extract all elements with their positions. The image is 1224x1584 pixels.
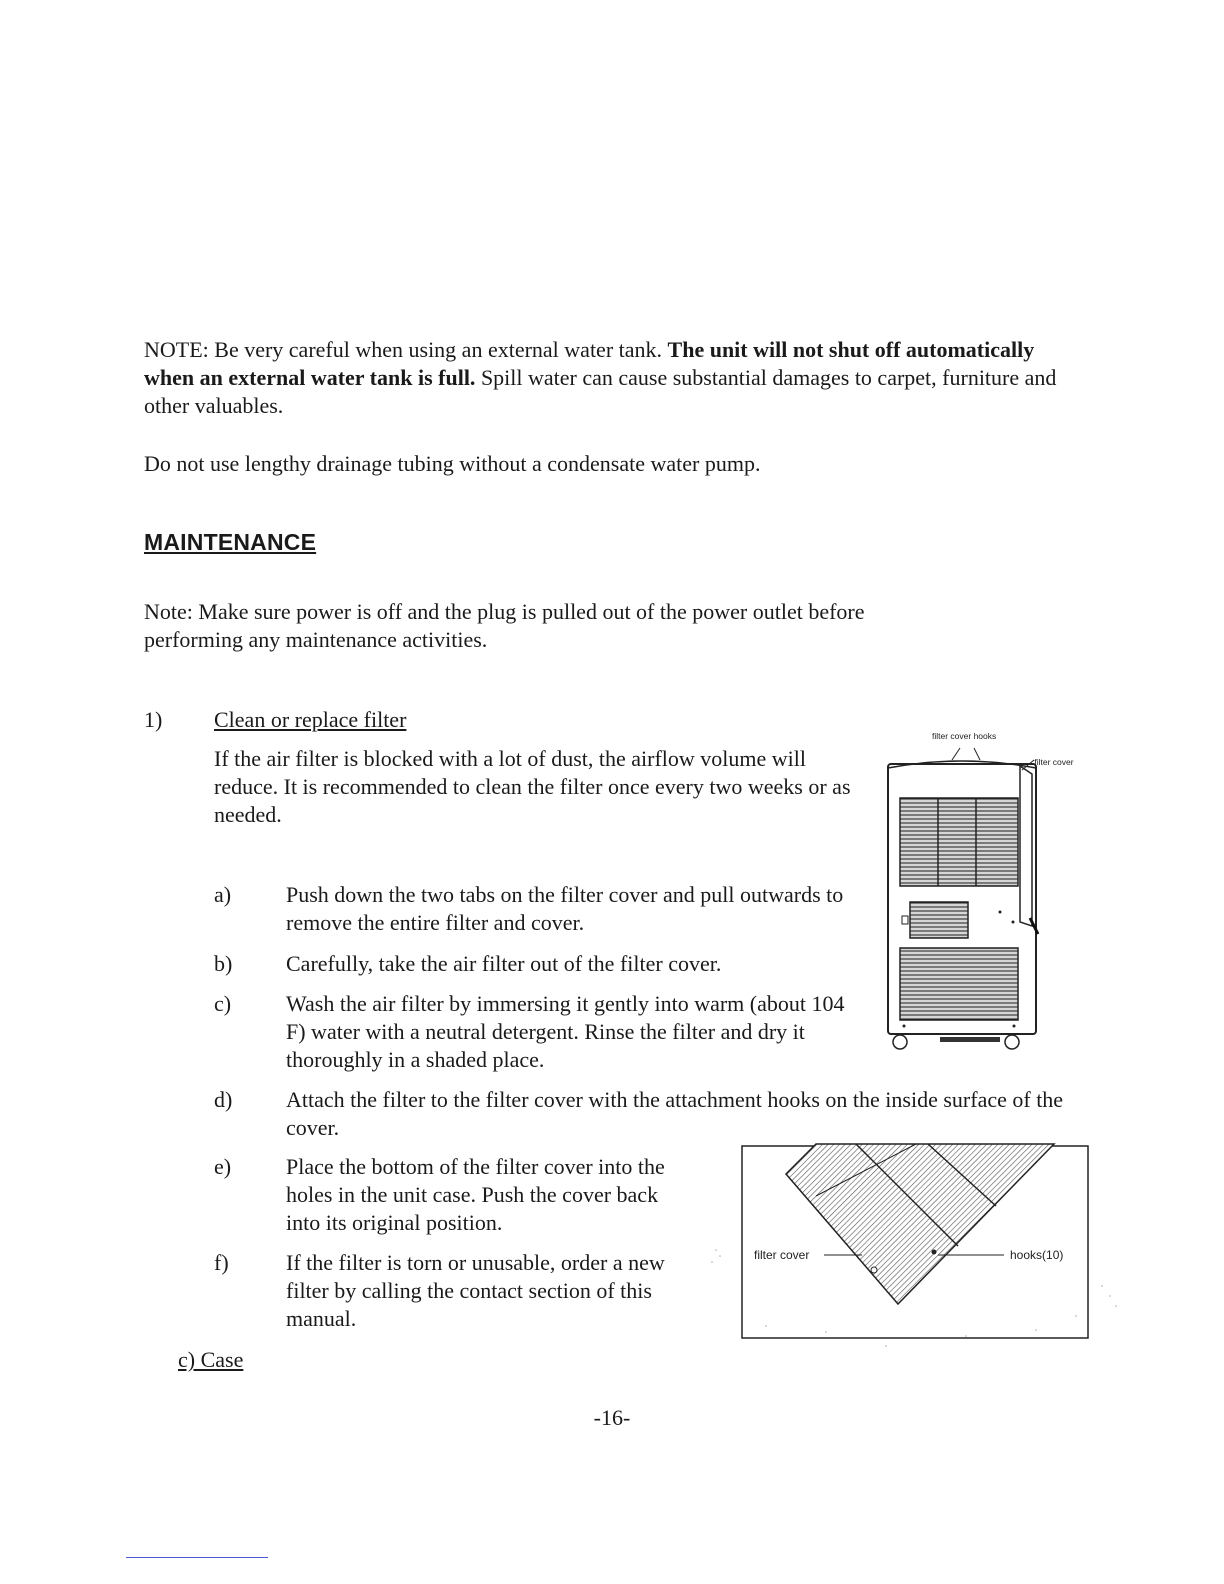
filter-cover-label: .filter cover [1032,757,1074,767]
step-marker: c) [214,991,232,1016]
note-power-off: Note: Make sure power is off and the plug is pulled out of the power outlet before performing any maintenance activities. [144,599,865,652]
item-number: 1) [144,707,163,732]
filter-cover-hooks-label: filter cover hooks [932,731,997,741]
tab-mark [871,1267,877,1273]
note-warning-bold: The unit will not shut off automatically when an external water tank is full. [144,337,1035,390]
step-marker: e) [214,1154,232,1179]
step-text: If the filter is torn or unusable, order a new filter by calling the contact section of this manual. [286,1250,665,1331]
page-number: -16- [593,1405,631,1430]
step-text: Attach the filter to the filter cover with the attachment hooks on the inside surface of the cover. [286,1087,1064,1140]
step-marker: a) [214,882,232,907]
filter-cover-figure [706,1136,1126,1380]
note-prefix: NOTE: Be very careful when using an external water tank. [144,337,668,362]
note-drainage-tubing: Do not use lengthy drainage tubing without a condensate water pump. [144,451,761,476]
lower-grille [900,948,1018,1020]
step-marker: d) [214,1087,233,1112]
step-text: Place the bottom of the filter cover into the holes in the unit case. Push the cover back into its original position. [286,1154,665,1235]
step-marker: b) [214,951,233,976]
case-subheading: c) Case [178,1347,244,1372]
step-text: Wash the air filter by immersing it gently into warm (about 104 F) water with a neutral detergent. Rinse the filter and dry it thoroughly in a shaded place. [286,991,845,1072]
section-heading: MAINTENANCE [144,529,317,555]
note-suffix: Spill water can cause substantial damages to carpet, furniture and other valuables. [144,365,1057,418]
step-text: Carefully, take the air filter out of the filter cover. [286,951,722,976]
item-intro: If the air filter is blocked with a lot of dust, the airflow volume will reduce. It is recommended to clean the filter once every two weeks or as needed. [214,746,851,827]
upper-grille [900,798,1018,886]
filter-cover-callout: filter cover [754,1248,810,1262]
item-title: Clean or replace filter [214,707,407,732]
hooks-callout: hooks(10) [1010,1248,1064,1262]
note-external-tank [144,336,1074,420]
unit-back-figure [880,726,1110,1061]
step-text: Push down the two tabs on the filter cover and pull outwards to remove the entire filter and cover. [286,882,844,935]
step-marker: f) [214,1250,229,1275]
footer-rule [126,1557,268,1558]
hook-mark [932,1250,937,1255]
